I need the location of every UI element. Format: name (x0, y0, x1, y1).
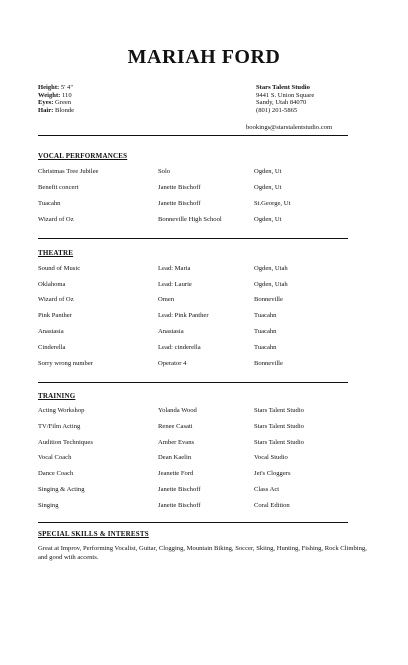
training-instructor: Dean Kaelin (158, 454, 192, 461)
table-row (0, 264, 408, 273)
training-studio: Stars Talent Studio (254, 439, 304, 446)
credit-title: Anastasia (38, 328, 64, 335)
resume-name: MARIAH FORD (127, 46, 281, 68)
table-row (0, 501, 408, 510)
training-instructor: Amber Evans (158, 439, 195, 446)
agency-address-line1: 9441 S. Union Square (256, 91, 315, 99)
credit-role: Omen (158, 296, 175, 303)
table-row (0, 215, 408, 224)
credit-title: Sorry wrong number (38, 360, 93, 367)
credit-role: Operator 4 (158, 360, 187, 367)
training-studio: Jet's Cloggers (254, 470, 291, 477)
credit-title: Sound of Music (38, 265, 81, 272)
table-row (0, 406, 408, 415)
training-instructor: Janette Bischoff (158, 486, 201, 493)
training-course: Singing (38, 502, 59, 509)
table-row (0, 438, 408, 447)
credit-role: Lead: cinderella (158, 344, 201, 351)
header-divider (38, 135, 348, 136)
credit-location: Ogden, Ut (254, 216, 282, 223)
credit-location: Ogden, Ut (254, 184, 282, 191)
credit-title: Pink Panther (38, 312, 72, 319)
credit-location: Bonneville (254, 360, 283, 367)
section-divider (38, 522, 348, 523)
credit-role: Lead: Laurie (158, 281, 192, 288)
training-course: TV/Film Acting (38, 423, 81, 430)
training-studio: Class Act (254, 486, 280, 493)
training-studio: Coral Edition (254, 502, 290, 509)
training-instructor: Renee Casati (158, 423, 193, 430)
credit-title: Wizard of Oz (38, 296, 74, 303)
table-row (0, 295, 408, 304)
credit-role: Janette Bischoff (158, 200, 201, 207)
stat-height: Height: 5' 4" (38, 84, 74, 91)
stat-hair: Hair: Blonde (38, 106, 75, 114)
table-row (0, 359, 408, 368)
table-row (0, 183, 408, 192)
table-row (0, 485, 408, 494)
section-title-special-skills: SPECIAL SKILLS & INTERESTS (38, 530, 149, 538)
credit-location: St.George, Ut (254, 200, 291, 207)
table-row (0, 327, 408, 336)
credit-location: Tuacahn (254, 312, 277, 319)
credit-location: Tuacahn (254, 328, 277, 335)
table-row (0, 280, 408, 289)
table-row (0, 469, 408, 478)
credit-role: Solo (158, 168, 171, 175)
training-instructor: Jeanette Ford (158, 470, 194, 477)
training-instructor: Janette Bischoff (158, 502, 201, 509)
section-title-theatre: THEATRE (38, 249, 74, 257)
credit-role: Janette Bischoff (158, 184, 201, 191)
training-course: Singing & Acting (38, 486, 85, 493)
section-title-training: TRAINING (38, 392, 76, 400)
table-row (0, 343, 408, 352)
training-instructor: Yolanda Wood (158, 407, 197, 414)
training-course: Acting Workshop (38, 407, 85, 414)
stat-weight: Weight: 110 (38, 91, 72, 99)
credit-title: Benefit concert (38, 184, 79, 191)
stat-eyes: Eyes: Green (38, 99, 72, 107)
credit-location: Ogden, Ut (254, 168, 282, 175)
credit-title: Cinderella (38, 344, 66, 351)
section-title-vocal-performances: VOCAL PERFORMANCES (38, 152, 128, 160)
credit-title: Wizard of Oz (38, 216, 74, 223)
table-row (0, 167, 408, 176)
credit-location: Ogden, Utah (254, 281, 288, 288)
agency-email: bookings@starstalentstudio.com (246, 124, 333, 131)
credit-title: Christmas Tree Jubilee (38, 168, 99, 175)
credit-location: Tuacahn (254, 344, 277, 351)
personal-stats (38, 84, 74, 114)
agency-address-line2: Sandy, Utah 84070 (256, 99, 307, 107)
credit-title: Tuacahn (38, 200, 61, 207)
section-divider (38, 238, 348, 239)
credit-title: Oklahoma (38, 281, 66, 288)
credit-role: Lead: Maria (158, 265, 191, 272)
agency-name: Stars Talent Studio (256, 84, 310, 91)
credit-role: Bonneville High School (158, 216, 222, 223)
section-divider (38, 382, 348, 383)
training-studio: Vocal Studio (254, 454, 288, 461)
agency-phone: (801) 201-5865 (256, 106, 298, 114)
table-row (0, 199, 408, 208)
training-course: Audition Techniques (38, 439, 93, 446)
agency-contact (256, 84, 314, 114)
table-row (0, 311, 408, 320)
training-course: Dance Coach (38, 470, 74, 477)
training-studio: Stars Talent Studio (254, 407, 304, 414)
credit-role: Lead: Pink Panther (158, 312, 209, 319)
training-studio: Stars Talent Studio (254, 423, 304, 430)
skills-text: Great at Improv, Performing Vocalist, Guitar, Clogging, Mountain Biking, Soccer, Skiing, Hunting, Fishing, Rock Climbing, and good with accents. (38, 545, 367, 561)
table-row (0, 453, 408, 462)
credit-role: Anastasia (158, 328, 184, 335)
training-course: Vocal Coach (38, 454, 72, 461)
table-row (0, 422, 408, 431)
credit-location: Ogden, Utah (254, 265, 288, 272)
credit-location: Bonneville (254, 296, 283, 303)
